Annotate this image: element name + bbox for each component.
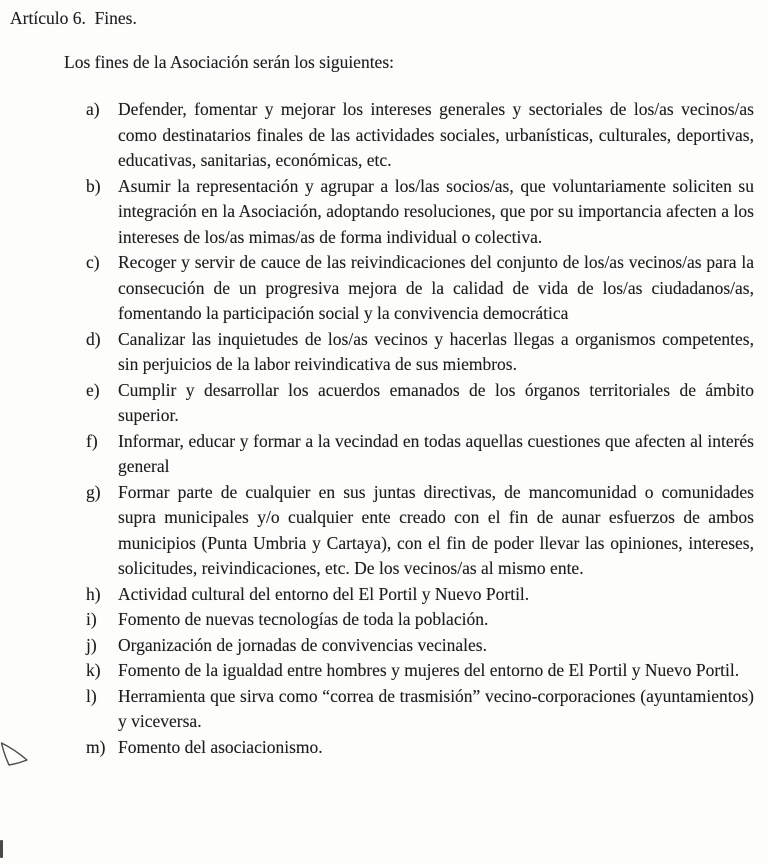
list-item [86, 480, 754, 582]
list-item-text: Informar, educar y formar a la vecindad en todas aquellas cuestiones que afecten al interés general [118, 430, 754, 476]
intro-sentence: Los fines de la Asociación serán los siguientes: [64, 52, 394, 72]
list-item [86, 684, 754, 735]
list-item-text: Recoger y servir de cauce de las reivindicaciones del conjunto de los/as vecinos/as para la consecución de un progresiva mejora de la calidad de vida de los/as ciudadanos/as, fomentando la participación social y la convivencia democrática [118, 252, 754, 323]
lettered-list [86, 97, 754, 760]
list-item-letter: h) [86, 583, 101, 604]
list-item-letter: k) [86, 660, 101, 680]
list-item [86, 429, 754, 480]
list-item-letter: e) [86, 379, 100, 400]
list-item-text: Fomento de la igualdad entre hombres y mujeres del entorno de El Portil y Nuevo Portil. [118, 660, 740, 680]
list-item-letter: c) [86, 252, 100, 272]
list-item-letter: b) [86, 175, 101, 196]
list-item-text: Cumplir y desarrollar los acuerdos emanados de los órganos territoriales de ámbito superior. [118, 379, 754, 425]
list-item-text: Defender, fomentar y mejorar los intereses generales y sectoriales de los/as vecinos/as como destinatarios finales de las actividades sociales, urbanísticas, culturales, deportivas, educativas, sanitarias, económicas, etc. [118, 99, 754, 170]
list-item-letter: i) [86, 609, 97, 629]
handwritten-check-icon [0, 740, 34, 770]
pen-stroke-fragment [0, 840, 3, 858]
list-item-letter: m) [86, 736, 106, 757]
list-item [86, 735, 754, 761]
list-item-text: Formar parte de cualquier en sus juntas directivas, de mancomunidad o comunidades supra municipales y/o cualquier ente creado con el fin de aunar esfuerzos de ambos municipios (Punta Umbria y Cartaya), con el fin de poder llevar las opiniones, intereses, solicitudes, reivindicaciones, etc. De los vecinos/as al mismo ente. [118, 481, 754, 578]
list-item-text: Fomento de nuevas tecnologías de toda la población. [118, 609, 489, 629]
list-item-letter: d) [86, 328, 101, 349]
list-item-letter: j) [86, 634, 97, 655]
list-item-letter: l) [86, 685, 97, 706]
list-item-text: Canalizar las inquietudes de los/as vecinos y hacerlas llegas a organismos competentes, sin perjuicios de la labor reivindicativa de sus miembros. [118, 328, 754, 374]
list-item [86, 607, 754, 633]
list-item-text: Fomento del asociacionismo. [118, 736, 323, 757]
list-item [86, 174, 754, 251]
list-item-letter: f) [86, 430, 98, 451]
list-item-text: Organización de jornadas de convivencias vecinales. [118, 634, 487, 655]
list-item [86, 582, 754, 608]
list-item-letter: g) [86, 481, 101, 502]
list-item [86, 378, 754, 429]
list-item-text: Actividad cultural del entorno del El Portil y Nuevo Portil. [118, 583, 530, 604]
article-title: Artículo 6. Fines. [10, 8, 137, 28]
list-item-text: Asumir la representación y agrupar a los/las socios/as, que voluntariamente soliciten su integración en la Asociación, adoptando resoluciones, que por su importancia afecten a los intereses de los/as mimas/as de forma individual o colectiva. [118, 175, 754, 247]
list-item [86, 327, 754, 378]
list-item-letter: a) [86, 99, 100, 119]
list-item [86, 97, 754, 174]
list-item [86, 250, 754, 327]
list-item-text: Herramienta que sirva como “correa de trasmisión” vecino-corporaciones (ayuntamientos) y viceversa. [118, 685, 754, 731]
list-item [86, 633, 754, 659]
list-item [86, 658, 754, 684]
